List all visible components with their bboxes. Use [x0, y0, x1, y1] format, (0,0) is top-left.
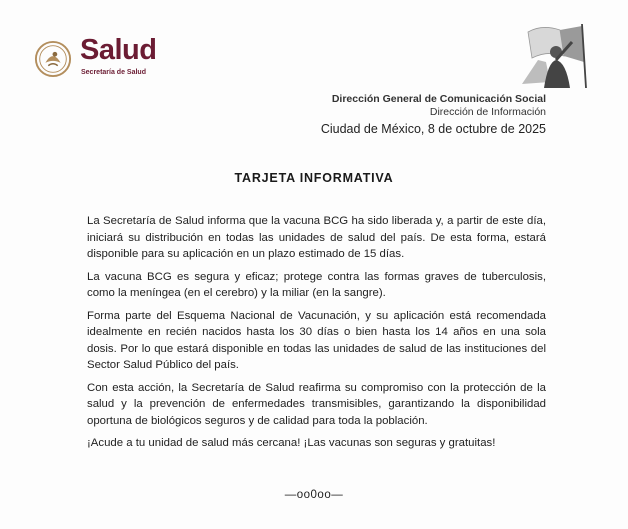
issuer-department: Dirección de Información: [429, 106, 546, 118]
paragraph: Forma parte del Esquema Nacional de Vacunación, y su aplicación está recomendada idealmente en recién nacidos hasta los 30 días o bien hasta los 14 años en una sola dosis. Por lo que estará disponible en todas las unidades de salud de las instituciones del Sector Salud Público del país.: [87, 309, 546, 371]
paragraph: Con esta acción, la Secretaría de Salud reafirma su compromiso con la protección de la salud y la prevención de enfermedades transmisibles, garantizando la disponibilidad oportuna de biológicos seguros y de calidad para toda la población.: [87, 381, 546, 427]
brand-subtitle: Secretaría de Salud: [81, 69, 146, 76]
issuer-organization: Dirección General de Comunicación Social: [331, 93, 546, 105]
paragraph: La vacuna BCG es segura y eficaz; protege contra las formas graves de tuberculosis, como la meníngea (en el cerebro) y la miliar (en la sangre).: [87, 270, 546, 299]
closing-paragraph: ¡Acude a tu unidad de salud más cercana! ¡Las vacunas son seguras y gratuitas!: [87, 437, 496, 449]
document-title: TARJETA INFORMATIVA: [234, 171, 394, 185]
flag-figure-icon: [520, 22, 590, 90]
coat-of-arms-icon: [34, 40, 72, 78]
salud-logo: [34, 34, 174, 82]
document-body: [87, 213, 546, 458]
issuer-block: [332, 93, 546, 119]
place-date: Ciudad de México, 8 de octubre de 2025: [320, 122, 546, 136]
brand-name: Salud: [80, 34, 157, 66]
end-separator: —oo0oo—: [284, 489, 344, 501]
paragraph: La Secretaría de Salud informa que la vacuna BCG ha sido liberada y, a partir de este día, iniciará su distribución en todas las unidades de salud del país. De esta forma, estará disponible para su aplicación en un plazo estimado de 15 días.: [87, 215, 546, 260]
